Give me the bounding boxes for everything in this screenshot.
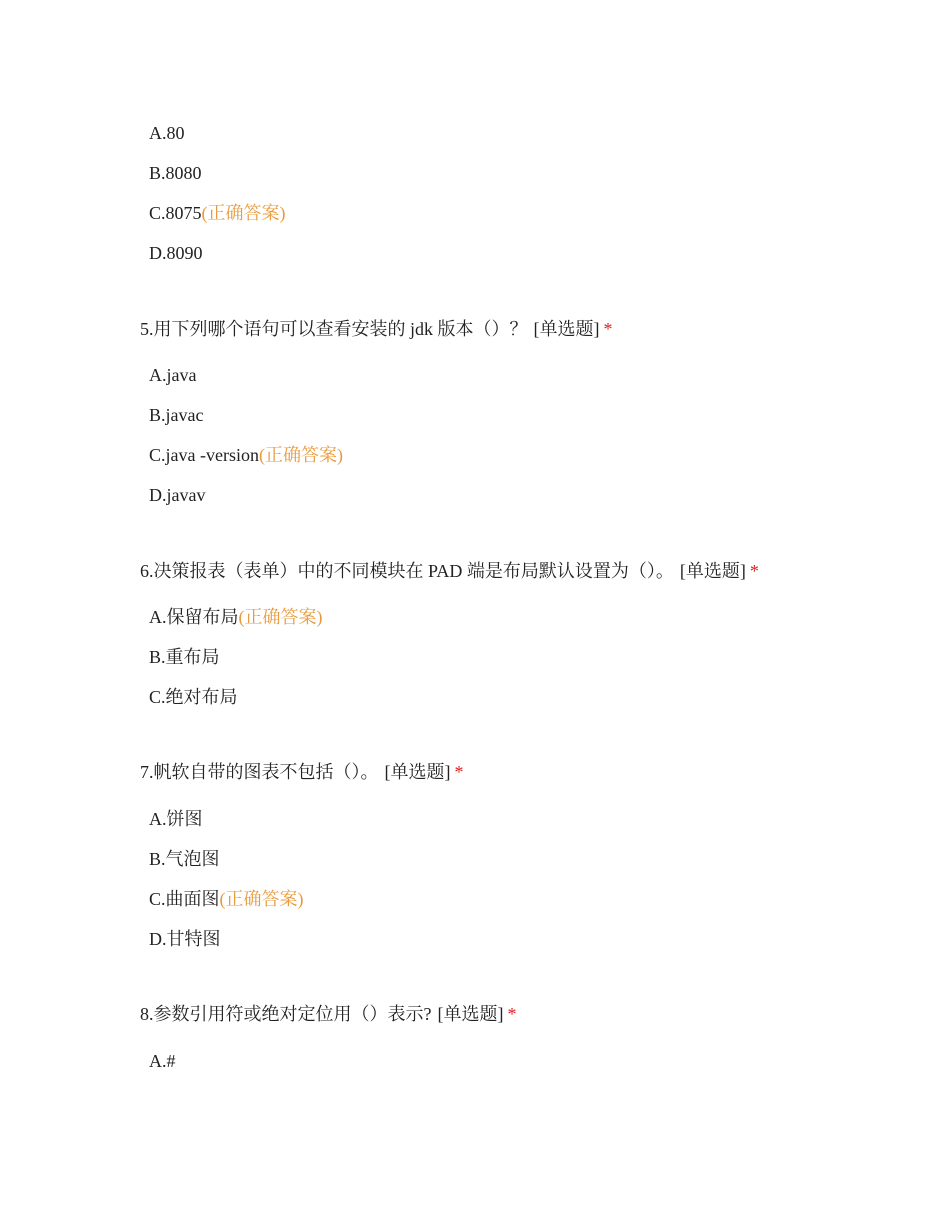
q7-option-b <box>149 847 220 871</box>
option-text: B.javac <box>149 405 204 425</box>
option-text: A.java <box>149 365 197 385</box>
option-text: C.java -version <box>149 445 259 465</box>
option-text: C.8075 <box>149 203 202 223</box>
correct-answer-label: (正确答案) <box>238 607 323 627</box>
correct-answer-label: (正确答案) <box>219 889 304 909</box>
required-mark: * <box>454 762 464 782</box>
q7-option-a <box>149 807 203 831</box>
q4-option-b <box>149 161 202 185</box>
option-text: A.80 <box>149 123 185 143</box>
question-text: 8.参数引用符或绝对定位用（）表示? <box>140 1004 432 1024</box>
correct-answer-label: (正确答案) <box>258 445 343 465</box>
q5-option-b <box>149 403 203 427</box>
option-text: A.饼图 <box>149 809 203 829</box>
q5-option-d <box>149 483 205 507</box>
question-text: 6.决策报表（表单）中的不同模块在 PAD 端是布局默认设置为（）。 <box>140 561 674 581</box>
option-text: D.甘特图 <box>149 929 221 949</box>
option-text: C.曲面图 <box>149 889 220 909</box>
question-text: 7.帆软自带的图表不包括（）。 <box>140 762 379 782</box>
q7-option-c <box>149 887 304 911</box>
q6-option-c <box>149 685 238 709</box>
q5-title <box>140 317 613 341</box>
option-text: A.保留布局 <box>149 607 239 627</box>
question-text: 5.用下列哪个语句可以查看安装的 jdk 版本（）？ <box>140 319 528 339</box>
option-text: B.重布局 <box>149 647 220 667</box>
q7-title <box>140 760 464 784</box>
q6-option-b <box>149 645 220 669</box>
question-type: [单选题] <box>437 1004 504 1024</box>
question-type: [单选题] <box>384 762 451 782</box>
correct-answer-label: (正确答案) <box>201 203 286 223</box>
q5-option-a <box>149 363 196 387</box>
q4-option-a <box>149 121 185 145</box>
option-text: B.8080 <box>149 163 202 183</box>
q5-option-c <box>149 443 343 467</box>
q7-option-d <box>149 927 221 951</box>
q4-option-c <box>149 201 286 225</box>
q6-title <box>140 559 759 583</box>
question-type: [单选题] <box>533 319 600 339</box>
option-text: D.8090 <box>149 243 203 263</box>
q6-option-a <box>149 605 323 629</box>
required-mark: * <box>603 319 613 339</box>
option-text: A.# <box>149 1051 176 1071</box>
q8-option-a <box>149 1049 176 1073</box>
required-mark: * <box>507 1004 517 1024</box>
question-type: [单选题] <box>679 561 746 581</box>
required-mark: * <box>749 561 759 581</box>
option-text: B.气泡图 <box>149 849 220 869</box>
q8-title <box>140 1002 517 1026</box>
q4-option-d <box>149 241 203 265</box>
option-text: C.绝对布局 <box>149 687 238 707</box>
option-text: D.javav <box>149 485 206 505</box>
